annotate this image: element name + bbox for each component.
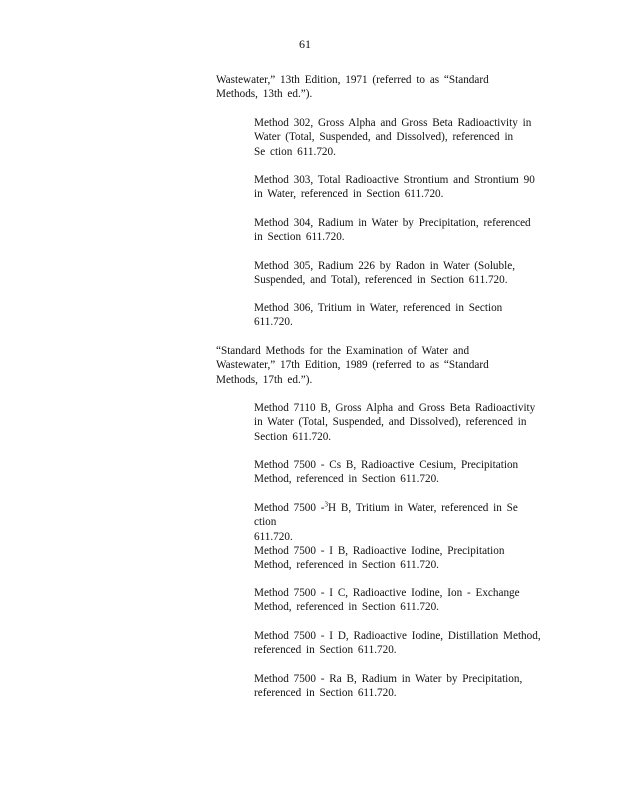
method-7500-i-b bbox=[254, 544, 544, 573]
text-line: 611.720. bbox=[254, 530, 293, 543]
method-7500-3h-b bbox=[254, 501, 544, 544]
text-line: referenced in Section 611.720. bbox=[254, 687, 397, 700]
text-line: Method 7500 - I C, Radioactive Iodine, Ion - Exchange bbox=[254, 587, 520, 599]
method-7500-ra-b bbox=[254, 672, 544, 701]
text-line: Method, referenced in Section 611.720. bbox=[254, 559, 439, 572]
text-line: 611.720. bbox=[254, 316, 293, 329]
text-line: Se ction 611.720. bbox=[254, 145, 336, 158]
method-303 bbox=[254, 173, 544, 202]
text-line: Section 611.720. bbox=[254, 430, 332, 443]
text-line: Water (Total, Suspended, and Dissolved), referenced in bbox=[254, 131, 514, 144]
text-line: Method 7500 - Cs B, Radioactive Cesium, Precipitation bbox=[254, 459, 519, 471]
method-302 bbox=[254, 116, 544, 159]
text-line: referenced in Section 611.720. bbox=[254, 644, 397, 657]
text-line: Methods, 13th ed.”). bbox=[216, 88, 313, 101]
text-line: Method, referenced in Section 611.720. bbox=[254, 473, 439, 486]
text-segment: Method 7500 - bbox=[254, 502, 325, 514]
text-line: Method 302, Gross Alpha and Gross Beta Radioactivity in bbox=[254, 117, 532, 129]
text-line: Wastewater,” 17th Edition, 1989 (referred to as “Standard bbox=[216, 359, 489, 372]
intro-13th-edition bbox=[216, 73, 512, 102]
text-line: in Section 611.720. bbox=[254, 231, 345, 244]
text-line: Wastewater,” 13th Edition, 1971 (referred to as “Standard bbox=[216, 74, 489, 86]
intro-17th-edition bbox=[216, 344, 512, 387]
text-segment: H B, Tritium in Water, referenced in Se ction bbox=[254, 502, 518, 529]
method-7500-i-d bbox=[254, 629, 544, 658]
page-number: 61 bbox=[299, 37, 311, 51]
method-306 bbox=[254, 301, 544, 330]
method-304 bbox=[254, 216, 544, 245]
method-305 bbox=[254, 259, 544, 288]
superscript-mass-number: 3 bbox=[324, 500, 328, 509]
text-line bbox=[254, 501, 544, 530]
text-line: Suspended, and Total), referenced in Section 611.720. bbox=[254, 274, 508, 287]
method-7500-cs-b bbox=[254, 458, 544, 487]
text-line: Method, referenced in Section 611.720. bbox=[254, 601, 439, 614]
text-line: Methods, 17th ed.”). bbox=[216, 373, 313, 386]
method-7500-i-c bbox=[254, 586, 544, 615]
text-line: Method 7500 - I B, Radioactive Iodine, Precipitation bbox=[254, 545, 505, 557]
text-line: in Water (Total, Suspended, and Dissolved), referenced in bbox=[254, 416, 527, 429]
text-line: Method 7500 - Ra B, Radium in Water by Precipitation, bbox=[254, 673, 523, 685]
method-7110-b bbox=[254, 401, 544, 444]
text-line: Method 305, Radium 226 by Radon in Water (Soluble, bbox=[254, 260, 515, 272]
text-line: Method 304, Radium in Water by Precipitation, referenced bbox=[254, 217, 531, 229]
text-line: Method 303, Total Radioactive Strontium and Strontium 90 bbox=[254, 174, 535, 186]
text-line: Method 7500 - I D, Radioactive Iodine, Distillation Method, bbox=[254, 630, 541, 642]
text-line: “Standard Methods for the Examination of Water and bbox=[216, 345, 470, 357]
text-line: Method 7110 B, Gross Alpha and Gross Beta Radioactivity bbox=[254, 402, 536, 414]
text-line: Method 306, Tritium in Water, referenced in Section bbox=[254, 302, 503, 314]
text-line: in Water, referenced in Section 611.720. bbox=[254, 188, 444, 201]
